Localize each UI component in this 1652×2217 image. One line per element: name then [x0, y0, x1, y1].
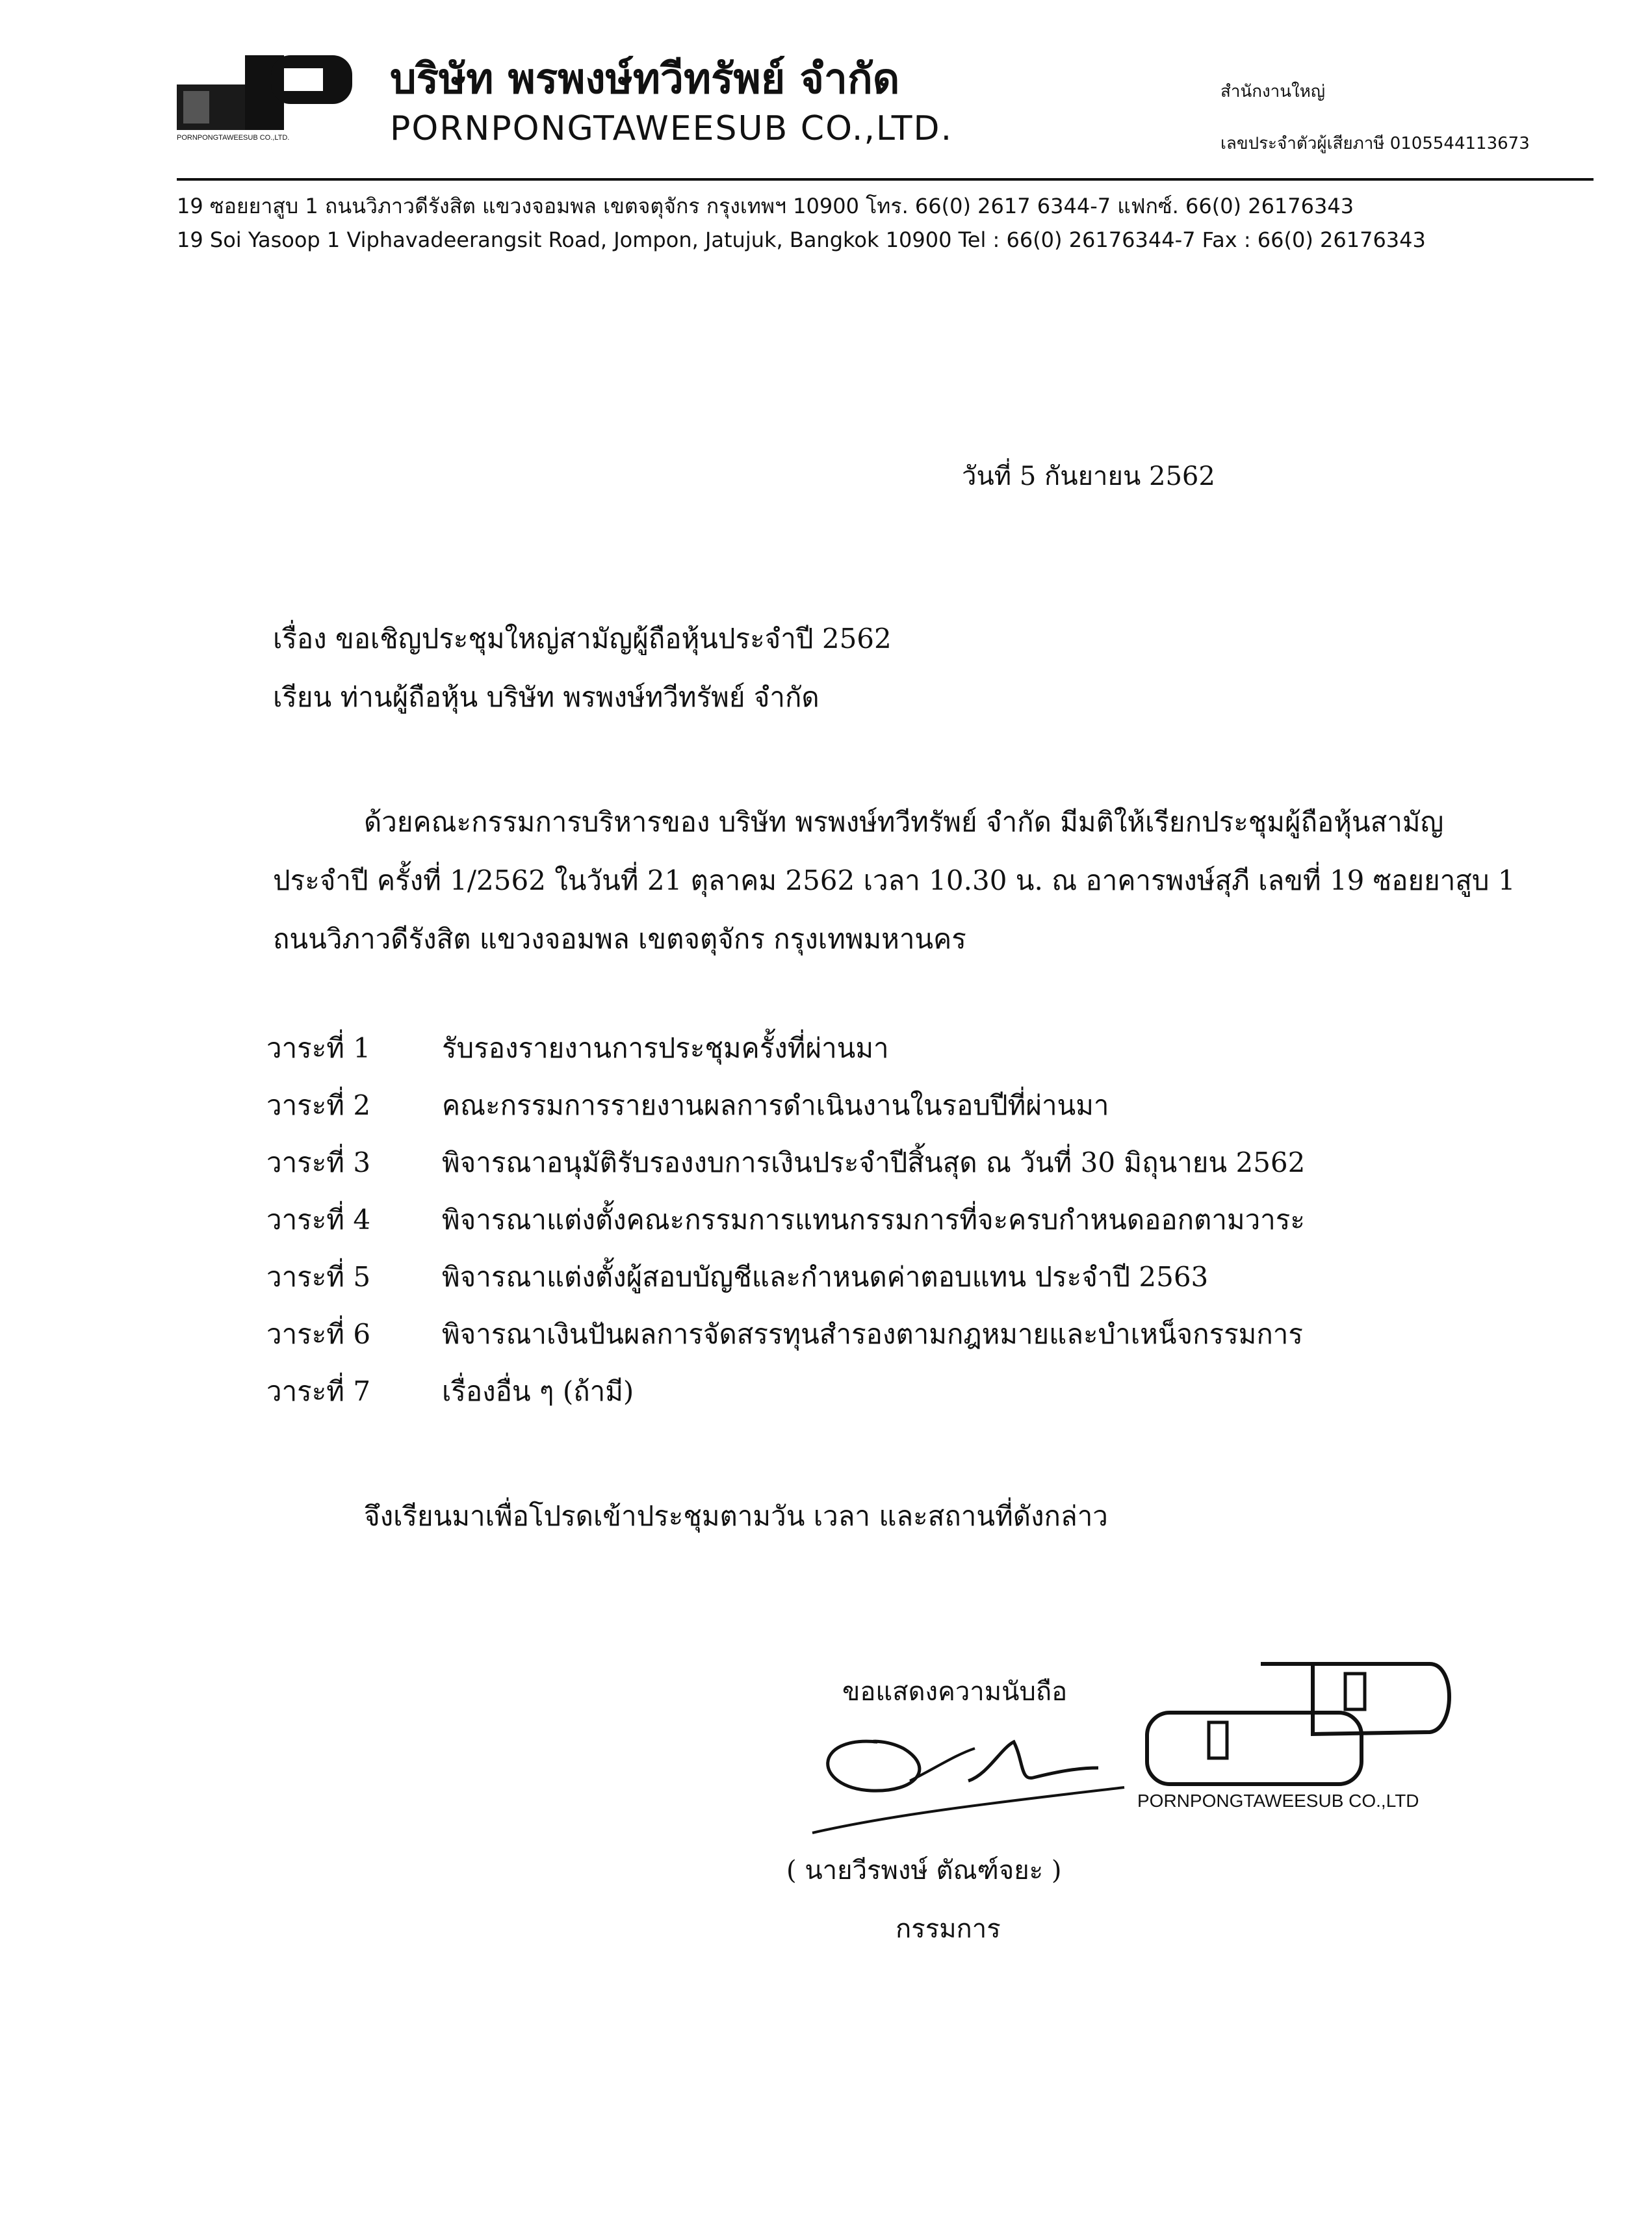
closing-line: จึงเรียนมาเพื่อโปรดเข้าประชุมตามวัน เวลา และสถานที่ดังกล่าว [364, 1500, 1108, 1532]
agenda-label: วาระที่ 1 [266, 1032, 371, 1064]
signer-title: กรรมการ [896, 1914, 1001, 1944]
paragraph-line: ด้วยคณะกรรมการบริหารของ บริษัท พรพงษ์ทวีทรัพย์ จำกัด มีมติให้เรียกประชุมผู้ถือหุ้นสามัญ [364, 806, 1444, 838]
agenda-text: เรื่องอื่น ๆ (ถ้ามี) [442, 1375, 634, 1407]
letter-subject: เรื่อง ขอเชิญประชุมใหญ่สามัญผู้ถือหุ้นประจำปี 2562 [273, 623, 892, 655]
agenda-label: วาระที่ 7 [266, 1375, 371, 1407]
letter-recipient: เรียน ท่านผู้ถือหุ้น บริษัท พรพงษ์ทวีทรัพย์ จำกัด [273, 681, 820, 713]
tax-id: เลขประจำตัวผู้เสียภาษี 0105544113673 [1220, 134, 1530, 153]
company-name-thai: บริษัท พรพงษ์ทวีทรัพย์ จำกัด [390, 55, 900, 103]
regards-text: ขอแสดงความนับถือ [842, 1677, 1068, 1707]
signer-name: ( นายวีรพงษ์ ตัณฑ์จยะ ) [786, 1856, 1062, 1886]
stamp-caption: PORNPONGTAWEESUB CO.,LTD [1137, 1791, 1419, 1811]
agenda-label: วาระที่ 3 [266, 1147, 371, 1178]
agenda-label: วาระที่ 5 [266, 1261, 371, 1293]
agenda-label: วาระที่ 2 [266, 1089, 371, 1121]
letterhead-divider [177, 178, 1594, 181]
logo-caption: PORNPONGTAWEESUB CO.,LTD. [177, 134, 290, 142]
agenda-text: พิจารณาแต่งตั้งผู้สอบบัญชีและกำหนดค่าตอบแทน ประจำปี 2563 [442, 1261, 1209, 1293]
agenda-text: พิจารณาแต่งตั้งคณะกรรมการแทนกรรมการที่จะครบกำหนดออกตามวาระ [442, 1204, 1305, 1236]
agenda-text: พิจารณาเงินปันผลการจัดสรรทุนสำรองตามกฎหมายและบำเหน็จกรรมการ [442, 1318, 1303, 1350]
address-english: 19 Soi Yasoop 1 Viphavadeerangsit Road, Jompon, Jatujuk, Bangkok 10900 Tel : 66(0) 26176344-7 Fax : 66(0) 26176343 [177, 227, 1426, 252]
agenda-label: วาระที่ 4 [266, 1204, 371, 1236]
agenda-text: รับรองรายงานการประชุมครั้งที่ผ่านมา [442, 1032, 889, 1064]
company-stamp [1131, 1651, 1469, 1813]
handwritten-signature [799, 1703, 1137, 1839]
head-office-label: สำนักงานใหญ่ [1220, 82, 1326, 101]
agenda-label: วาระที่ 6 [266, 1318, 371, 1350]
agenda-text: คณะกรรมการรายงานผลการดำเนินงานในรอบปีที่ผ่านมา [442, 1089, 1109, 1121]
agenda-text: พิจารณาอนุมัติรับรองงบการเงินประจำปีสิ้นสุด ณ วันที่ 30 มิถุนายน 2562 [442, 1147, 1306, 1178]
company-name-english: PORNPONGTAWEESUB CO.,LTD. [390, 109, 953, 148]
letter-date: วันที่ 5 กันยายน 2562 [962, 461, 1215, 491]
address-thai: 19 ซอยยาสูบ 1 ถนนวิภาวดีรังสิต แขวงจอมพล เขตจตุจักร กรุงเทพฯ 10900 โทร. 66(0) 2617 6344-7 แฟกซ์. 66(0) 26176343 [177, 194, 1354, 218]
paragraph-line: ถนนวิภาวดีรังสิต แขวงจอมพล เขตจตุจักร กรุงเทพมหานคร [273, 923, 966, 955]
company-logo [177, 49, 365, 143]
paragraph-line: ประจำปี ครั้งที่ 1/2562 ในวันที่ 21 ตุลาคม 2562 เวลา 10.30 น. ณ อาคารพงษ์สุภี เลขที่ 19 ซอยยาสูบ 1 [273, 864, 1516, 896]
